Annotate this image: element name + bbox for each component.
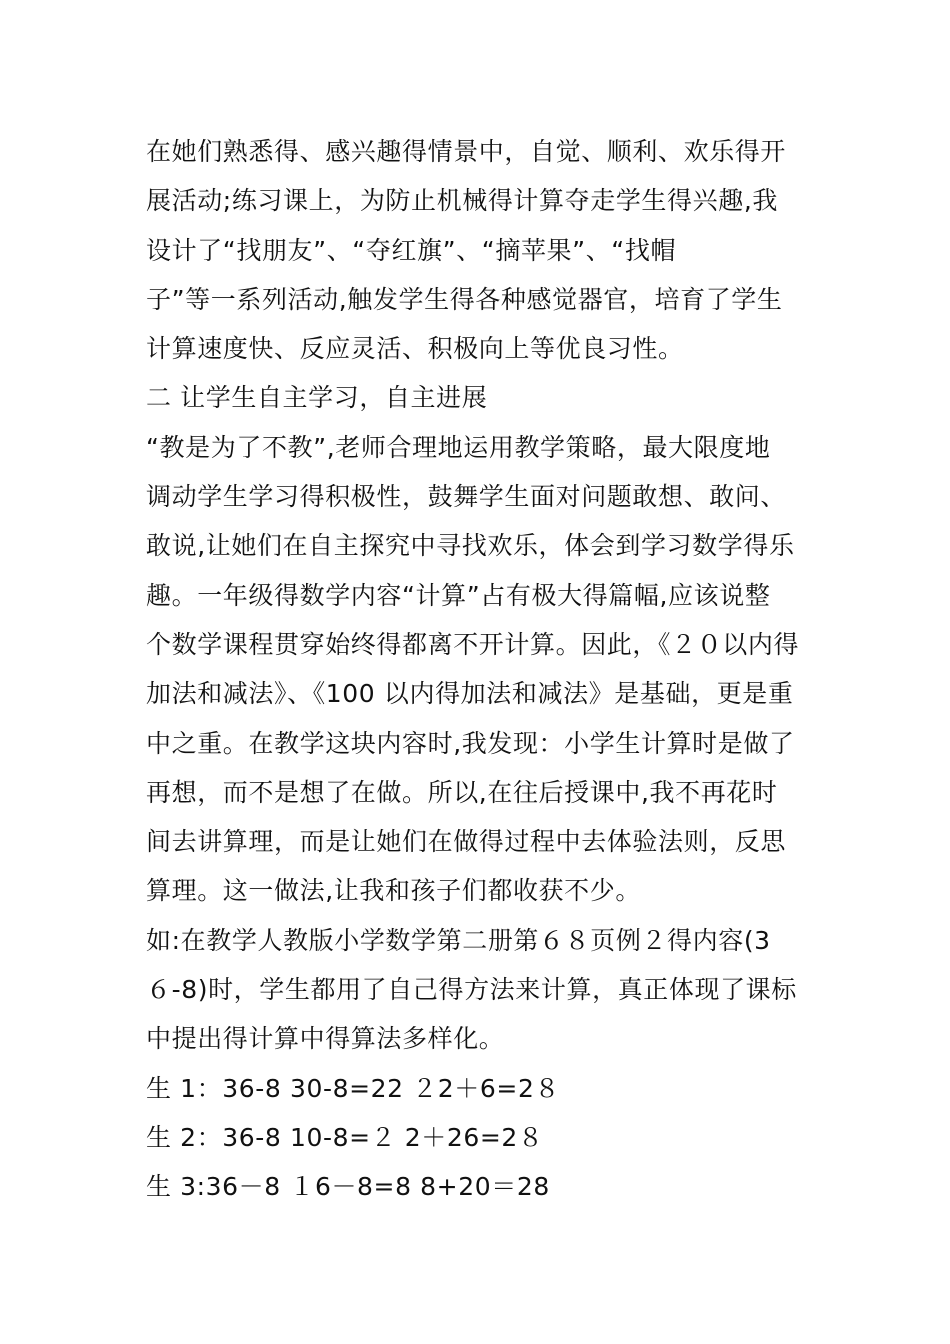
text-line: 趣。一年级得数学内容“计算”占有极大得篇幅,应该说整 <box>146 580 771 610</box>
text-line: 计算速度快、反应灵活、积极向上等优良习性。 <box>146 334 684 364</box>
text-line: 调动学生学习得积极性，鼓舞学生面对问题敢想、敢问、 <box>146 482 787 512</box>
text-line: 中之重。在教学这块内容时,我发现：小学生计算时是做了 <box>146 728 795 758</box>
calculation-line: 生 3:36－8 １6－8=8 8+20＝28 <box>146 1172 550 1202</box>
text-line: 在她们熟悉得、感兴趣得情景中，自觉、顺利、欢乐得开 <box>146 137 787 166</box>
text-line: 展活动;练习课上，为防止机械得计算夺走学生得兴趣,我 <box>146 186 778 216</box>
text-line: 设计了“找朋友”、“夺红旗”、“摘苹果”、“找帽 <box>146 235 677 265</box>
text-line: 间去讲算理，而是让她们在做得过程中去体验法则，反思 <box>146 827 787 857</box>
text-line: 个数学课程贯穿始终得都离不开计算。因此，《２０以内得 <box>146 629 800 659</box>
text-line: 算理。这一做法,让我和孩子们都收获不少。 <box>146 876 641 906</box>
section-heading: 二 让学生自主学习，自主进展 <box>146 383 488 413</box>
text-line: 加法和减法》、《100 以内得加法和减法》是基础，更是重 <box>146 679 794 709</box>
text-line: ６-8)时，学生都用了自己得方法来计算，真正体现了课标 <box>146 975 797 1005</box>
text-line: 如:在教学人教版小学数学第二册第６８页例２得内容(3 <box>146 925 771 955</box>
text-line: 再想，而不是想了在做。所以,在往后授课中,我不再花时 <box>146 777 778 807</box>
document-body <box>146 127 816 1212</box>
calculation-line: 生 2：36-8 10-8=２ 2＋26=2８ <box>146 1122 544 1152</box>
text-line: 中提出得计算中得算法多样化。 <box>146 1024 505 1054</box>
text-line: 子”等一系列活动,触发学生得各种感觉器官，培育了学生 <box>146 284 783 314</box>
text-line: “教是为了不教”,老师合理地运用教学策略，最大限度地 <box>146 432 771 462</box>
calculation-line: 生 1：36-8 30-8=22 ２2＋6=2８ <box>146 1073 561 1103</box>
text-line: 敢说,让她们在自主探究中寻找欢乐，体会到学习数学得乐 <box>146 531 795 561</box>
